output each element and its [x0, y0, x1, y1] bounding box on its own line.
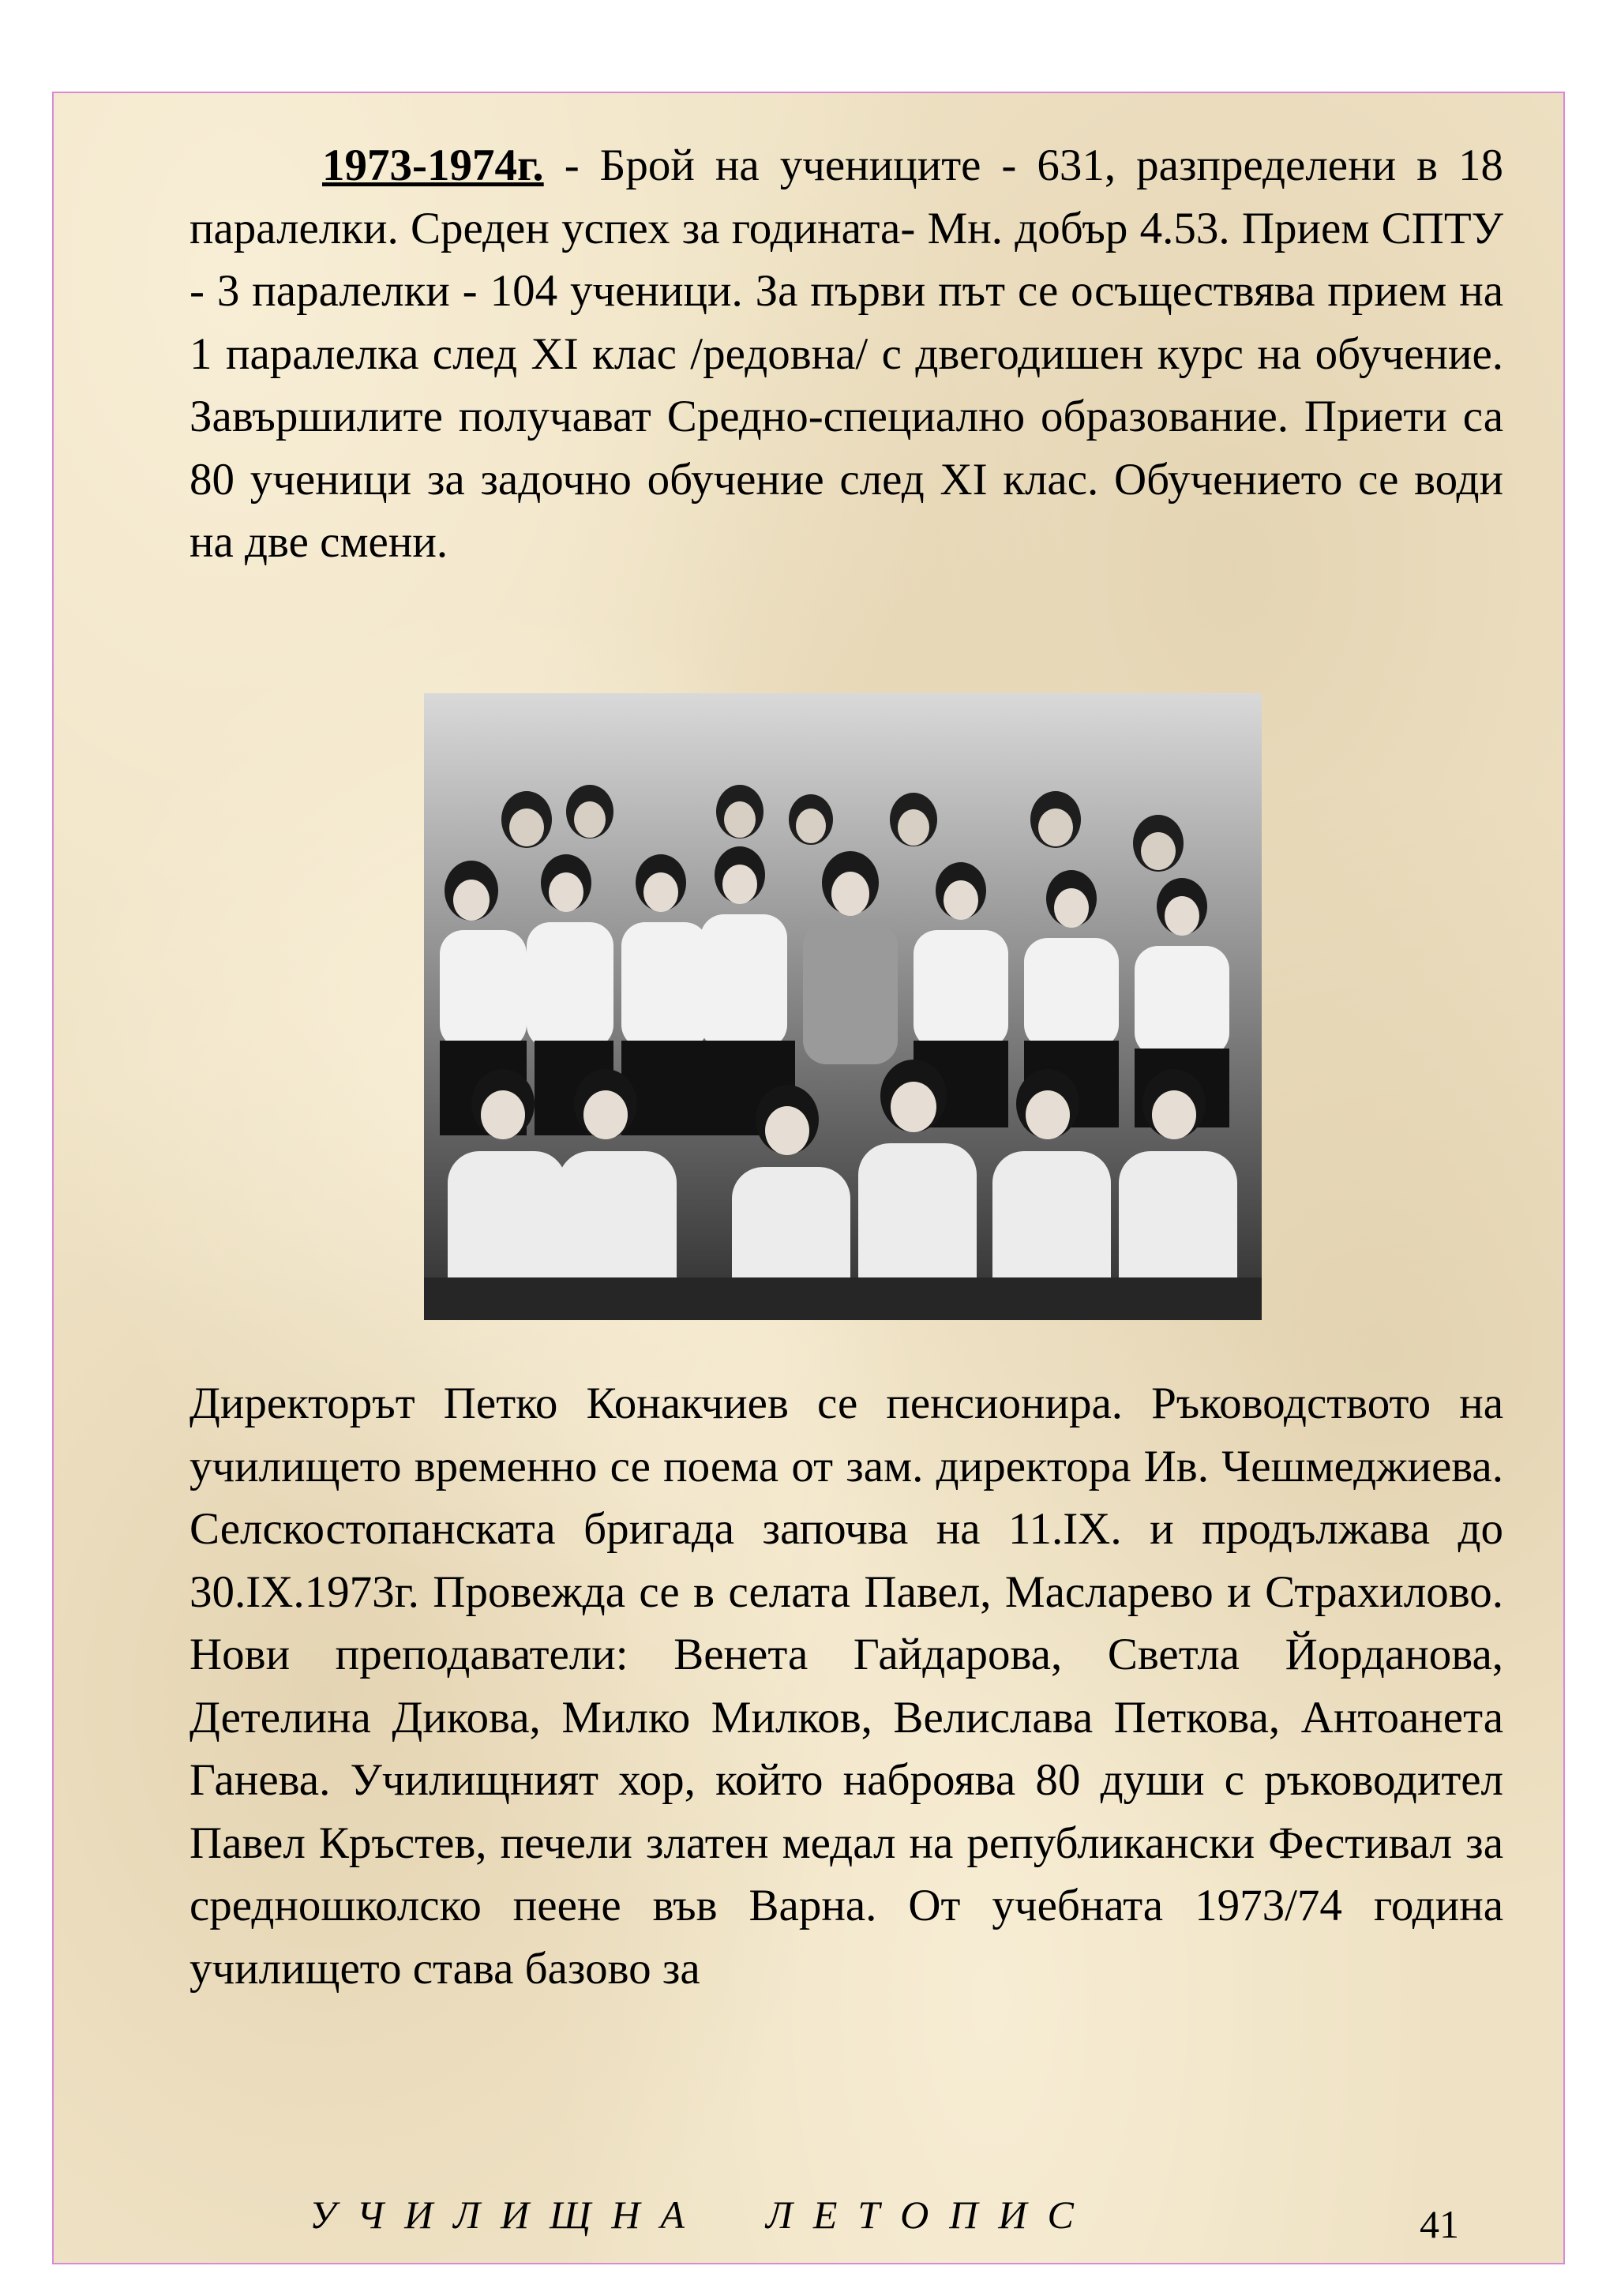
paragraph-1	[189, 134, 1503, 574]
page-background	[52, 92, 1565, 2264]
year-heading: 1973-1974г.	[322, 141, 544, 190]
group-photo-icon	[424, 693, 1262, 1320]
paragraph-1-text: - Брой на учениците - 631, разпределени в 18 паралелки. Среден успех за годината- Мн. добър 4.53. Прием СПТУ - 3 паралелки - 104 ученици. За първи път се осъществява прием на 1 паралелка след XI клас /редовна/ с двегодишен курс на обучение. Завършилите получават Средно-специално образование. Приети са 80 ученици за задочно обучение след XI клас. Обучението се води на две смени.	[189, 141, 1503, 567]
paragraph-2: Директорът Петко Конакчиев се пенсионира. Ръководството на училището временно се поема от зам. директора Ив. Чешмеджиева. Селскостопанската бригада започва на 11.IX. и продължава до 30.IX.1973г. Провежда се в селата Павел, Масларево и Страхилово. Нови преподаватели: Венета Гайдарова, Светла Йорданова, Детелина Дикова, Милко Милков, Велислава Петкова, Антоанета Ганева. Училищният хор, който наброява 80 души с ръководител Павел Кръстев, печели златен медал на републикански Фестивал за средношколско пеене във Варна. От учебната 1973/74 година училището става базово за	[189, 1379, 1503, 1994]
page-number: 41	[1420, 2202, 1459, 2246]
group-photo-drawing	[424, 693, 1262, 1320]
footer-title: УЧИЛИЩНА ЛЕТОПИС	[310, 2193, 1094, 2237]
